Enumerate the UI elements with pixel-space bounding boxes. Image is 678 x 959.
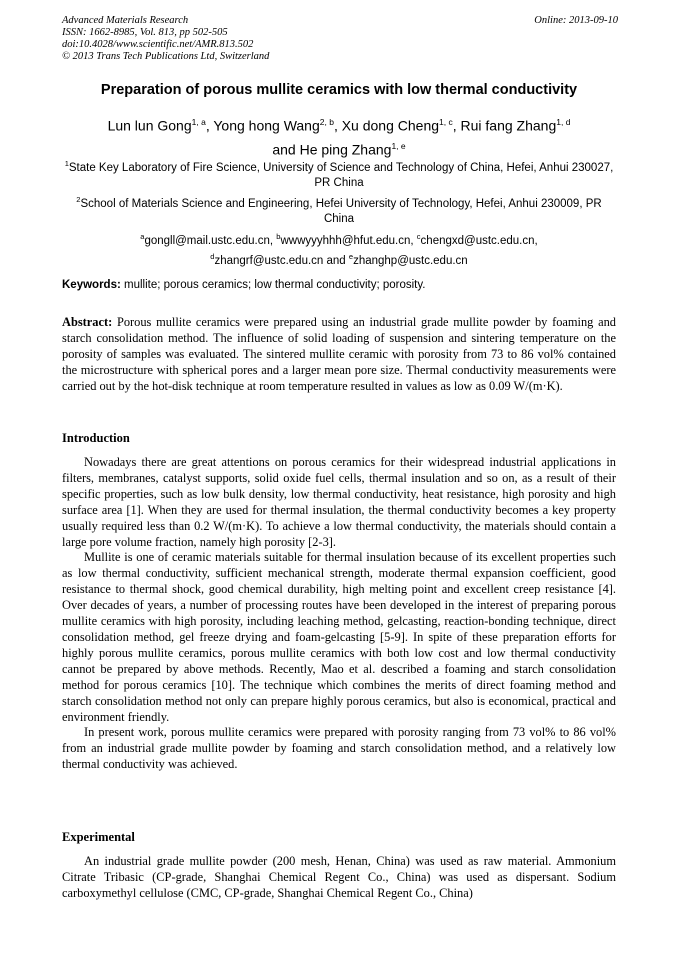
affiliation-sup: 2 <box>76 195 81 204</box>
journal-name: Advanced Materials Research <box>62 15 189 26</box>
abstract <box>62 315 616 395</box>
author-name: Yong hong Wang <box>213 117 320 134</box>
author-sup: 1, c <box>439 117 453 127</box>
paragraph: Nowadays there are great attentions on porous ceramics for their widespread industrial applications in filters, membranes, catalyst supports, solid oxide fuel cells, thermal insulation and so on, as a result of their specific properties, such as low bulk density, low thermal conductivity, heat resistance, high porosity and high surface area [1]. When they are used for thermal insulation, the thermal conductivity becomes a key property usually required less than 0.2 W/(m·K). To achieve a low thermal conductivity, the materials should contain a large pore volume fraction, namely high porosity [2-3]. <box>62 455 616 549</box>
email-sup: d <box>210 251 215 261</box>
author-sup: 1, e <box>391 140 406 151</box>
abstract-text: Porous mullite ceramics were prepared using an industrial grade mullite powder by foaming and starch consolidation method. The influence of solid loading of suspension and sintering temperature on the porosity of samples was evaluated. The sintered mullite ceramic with porosity from 73 to 86 vol% contained the microstructure with spherical pores and a larger mean pore size. Thermal conductivity measurements were carried out by the hot-disk technique at room temperature resulted in values as low as 0.09 W/(m·K). <box>62 315 616 393</box>
keywords-label: Keywords: <box>62 279 121 291</box>
affiliation-text: State Key Laboratory of Fire Science, University of Science and Technology of China, Hefei, Anhui 230027, PR China <box>68 161 614 189</box>
email-sup: c <box>416 232 421 241</box>
keywords <box>62 279 616 291</box>
abstract-label: Abstract: <box>62 315 113 329</box>
doi-line: doi:10.4028/www.scientific.net/AMR.813.502 <box>62 39 254 50</box>
issn-line: ISSN: 1662-8985, Vol. 813, pp 502-505 <box>62 27 228 38</box>
email-address[interactable]: zhanghp@ustc.edu.cn <box>353 254 468 267</box>
online-date: Online: 2013-09-10 <box>534 15 618 26</box>
experimental-body <box>62 854 616 902</box>
author-sep: , <box>333 117 342 134</box>
email-address[interactable]: gongll@mail.ustc.edu.cn, <box>144 234 277 247</box>
affiliation-sup: 1 <box>64 159 69 168</box>
affiliation-text: School of Materials Science and Engineering, Hefei University of Technology, Hefei, Anhui 230009, PR China <box>80 197 602 225</box>
introduction-body <box>62 455 616 773</box>
author-and: and <box>272 141 300 158</box>
author-sup: 2, b <box>319 117 334 127</box>
author-name: He ping Zhang <box>299 141 392 158</box>
introduction-heading: Introduction <box>62 431 130 445</box>
affiliation-1 <box>62 156 616 191</box>
email-sup: b <box>276 232 281 241</box>
author-sep: , <box>452 117 461 134</box>
paragraph: An industrial grade mullite powder (200 mesh, Henan, China) was used as raw material. Ammonium Citrate Tribasic (CP-grade, Shanghai Chemical Regent Co., China) was used as dispersant. Sodium carboxymethyl cellulose (CMC, CP-grade, Shanghai Chemical Regent Co., China) <box>62 854 616 900</box>
email-list <box>62 229 616 269</box>
author-name: Lun lun Gong <box>107 117 192 134</box>
paragraph: In present work, porous mullite ceramics were prepared with porosity ranging from 73 vol% to 86 vol% from an industrial grade mullite powder by foaming and starch consolidation method, and a relatively low thermal conductivity was achieved. <box>62 725 616 772</box>
email-sup: e <box>348 251 354 261</box>
paper-title: Preparation of porous mullite ceramics with low thermal conductivity <box>100 82 578 98</box>
experimental-heading: Experimental <box>62 830 135 844</box>
author-sup: 1, a <box>191 117 206 127</box>
journal-header <box>62 15 618 63</box>
email-sup: a <box>140 232 145 241</box>
author-sep: , <box>205 117 214 134</box>
author-name: Rui fang Zhang <box>460 117 557 134</box>
email-address[interactable]: zhangrf@ustc.edu.cn and <box>214 254 349 267</box>
paragraph: Mullite is one of ceramic materials suitable for thermal insulation because of its excellent properties such as low thermal conductivity, sufficient mechanical strength, moderate thermal expansion coefficient, good resistance to thermal shock, good chemical durability, high melting point and excellent creep resistance [4]. Over decades of years, a number of processing routes have been developed in the interest of preparing porous mullite ceramics with high porosity, including leaching method, gelcasting, reaction-bonding technique, direct consolidation method, gel freeze drying and foam-gelcasting [5-9]. In spite of these preparation efforts for highly porous mullite ceramics, porous mullite ceramics with both low cost and low thermal conductivity cannot be prepared by above methods. Recently, Mao et al. described a foaming and starch consolidation method for porous ceramics [10]. The technique which combines the merits of direct foaming method and starch consolidation method not only can prepare highly porous ceramics, but also is economical, practical and environment friendly. <box>62 550 616 724</box>
email-address[interactable]: wwwyyyhhh@hfut.edu.cn, <box>280 234 417 247</box>
author-name: Xu dong Cheng <box>341 117 440 134</box>
author-list <box>62 112 616 159</box>
copyright-line: © 2013 Trans Tech Publications Ltd, Switzerland <box>62 51 270 62</box>
author-sup: 1, d <box>556 117 571 127</box>
affiliation-2 <box>62 192 616 227</box>
keywords-text: mullite; porous ceramics; low thermal conductivity; porosity. <box>120 279 426 291</box>
email-address[interactable]: chengxd@ustc.edu.cn, <box>420 234 538 247</box>
